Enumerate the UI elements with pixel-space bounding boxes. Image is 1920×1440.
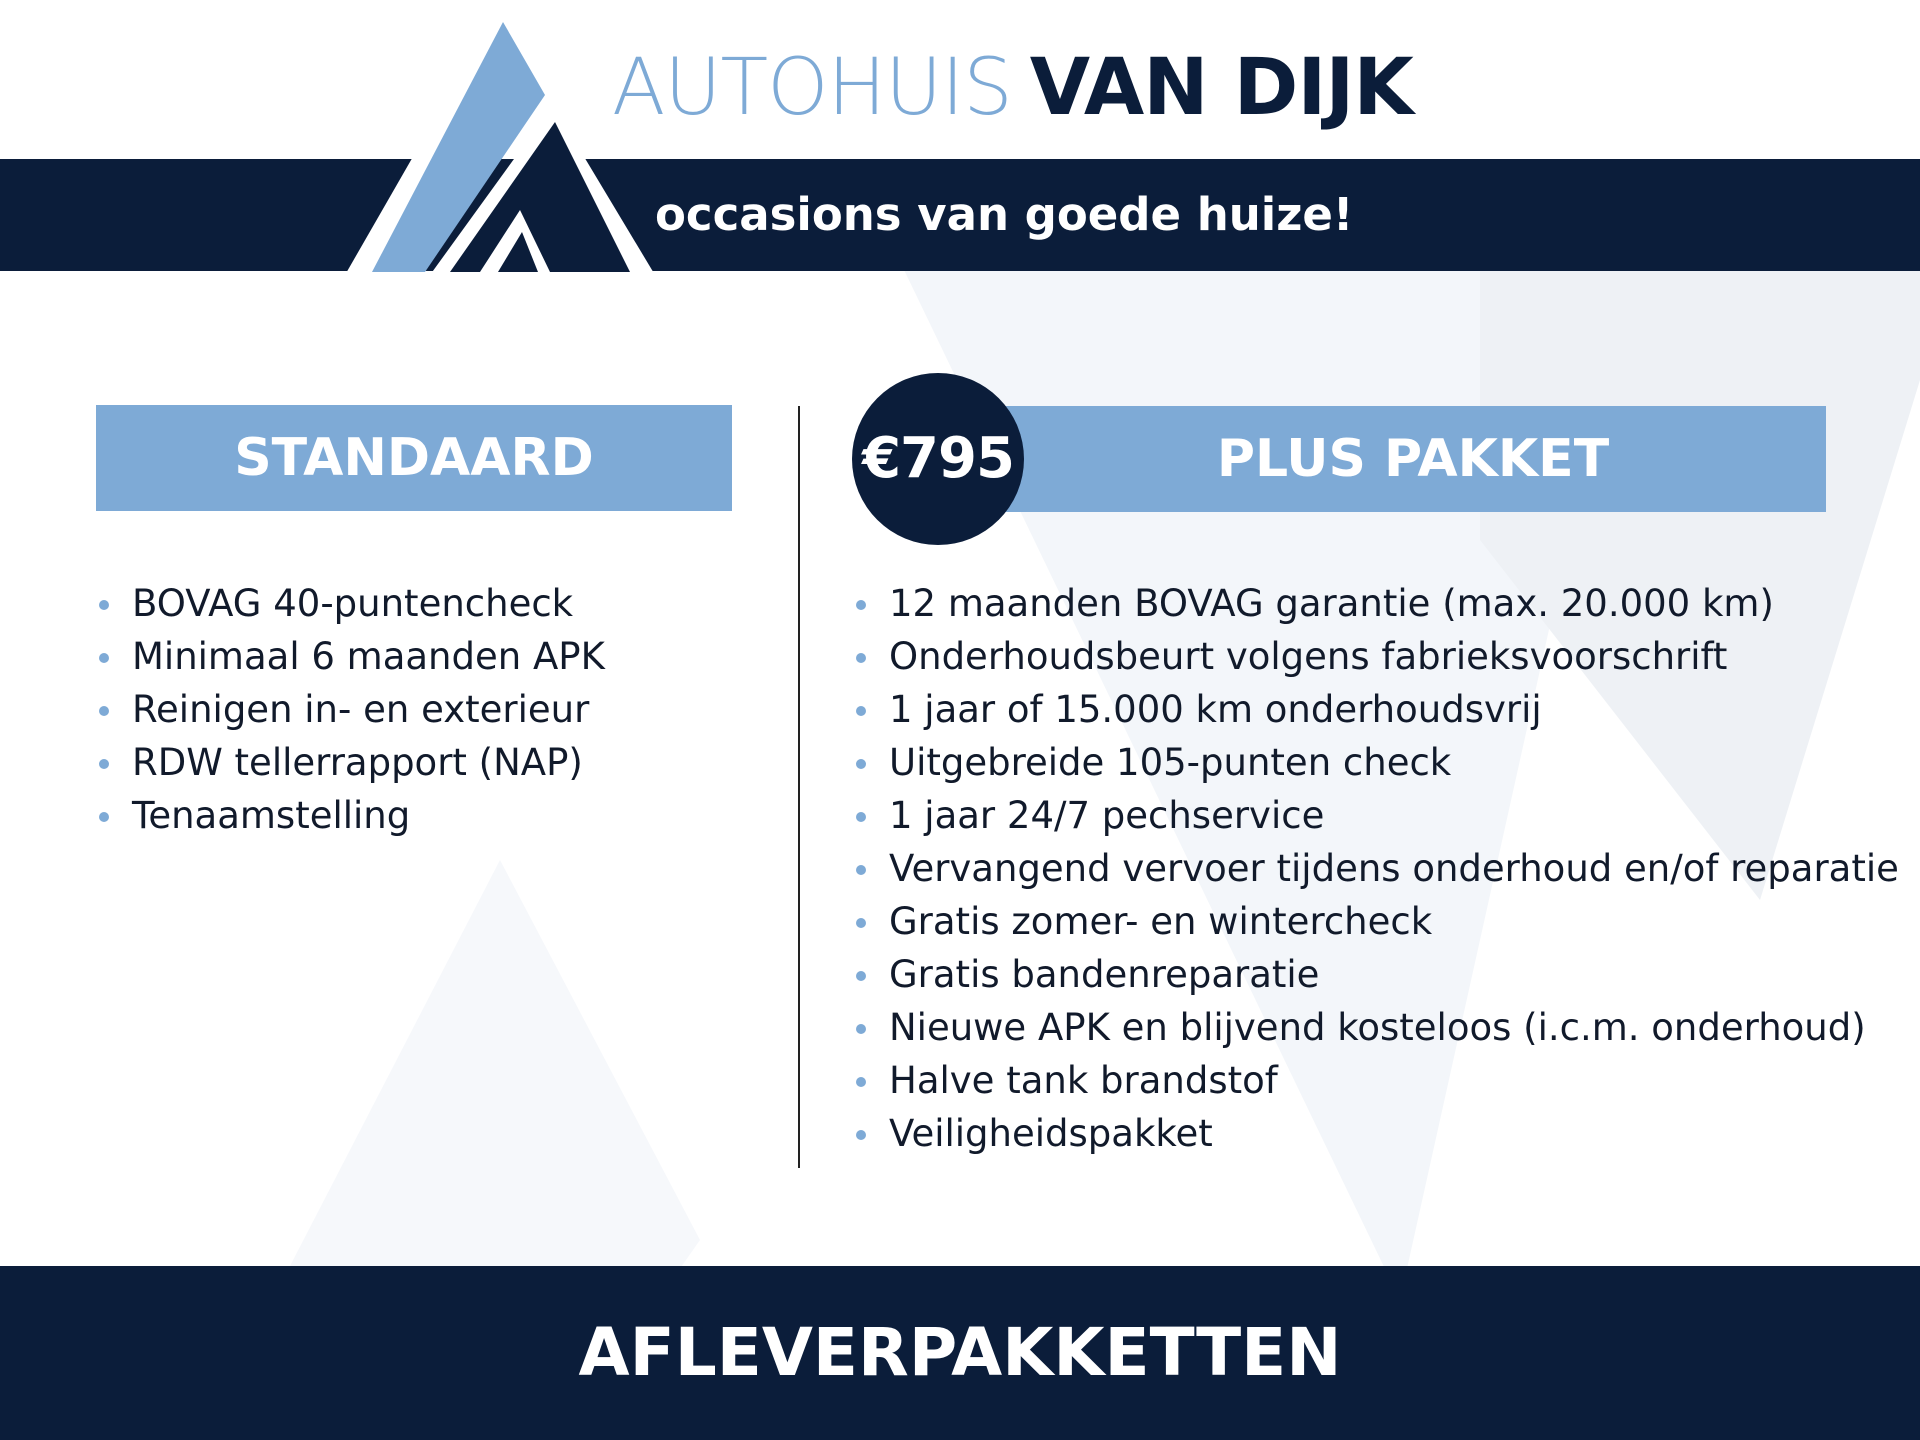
standard-feature-list xyxy=(96,577,605,842)
list-item: Gratis zomer- en wintercheck xyxy=(853,895,1899,948)
list-item: 1 jaar of 15.000 km onderhoudsvrij xyxy=(853,683,1899,736)
list-item: Halve tank brandstof xyxy=(853,1054,1899,1107)
price-badge: €795 xyxy=(852,373,1024,545)
footer-title: AFLEVERPAKKETTEN xyxy=(578,1314,1342,1391)
bullet-icon xyxy=(856,918,866,928)
list-item: Vervangend vervoer tijdens onderhoud en/of reparatie xyxy=(853,842,1899,895)
list-item: Tenaamstelling xyxy=(96,789,605,842)
bullet-icon xyxy=(856,865,866,875)
bullet-icon xyxy=(856,653,866,663)
brand-name-light: AUTOHUIS xyxy=(612,43,1012,133)
bullet-icon xyxy=(856,971,866,981)
tagline: occasions van goede huize! xyxy=(655,188,1354,241)
bullet-icon xyxy=(99,812,109,822)
list-item: Uitgebreide 105-punten check xyxy=(853,736,1899,789)
brand-name xyxy=(612,38,1413,138)
plus-feature-list xyxy=(853,577,1899,1160)
list-item: Minimaal 6 maanden APK xyxy=(96,630,605,683)
bullet-icon xyxy=(856,1024,866,1034)
list-item: Reinigen in- en exterieur xyxy=(96,683,605,736)
bullet-icon xyxy=(856,600,866,610)
bullet-icon xyxy=(856,706,866,716)
bullet-icon xyxy=(856,759,866,769)
bullet-icon xyxy=(856,1130,866,1140)
brand-name-bold: VAN DIJK xyxy=(1029,43,1413,133)
bullet-icon xyxy=(99,600,109,610)
plus-package-title: PLUS PAKKET xyxy=(1000,406,1826,512)
list-item: Onderhoudsbeurt volgens fabrieksvoorschrift xyxy=(853,630,1899,683)
list-item: Gratis bandenreparatie xyxy=(853,948,1899,1001)
bullet-icon xyxy=(856,812,866,822)
list-item: Veiligheidspakket xyxy=(853,1107,1899,1160)
list-item: 1 jaar 24/7 pechservice xyxy=(853,789,1899,842)
list-item: Nieuwe APK en blijvend kosteloos (i.c.m. onderhoud) xyxy=(853,1001,1899,1054)
bullet-icon xyxy=(99,706,109,716)
list-item: RDW tellerrapport (NAP) xyxy=(96,736,605,789)
bullet-icon xyxy=(856,1077,866,1087)
column-divider xyxy=(798,406,800,1168)
list-item: BOVAG 40-puntencheck xyxy=(96,577,605,630)
bullet-icon xyxy=(99,759,109,769)
bullet-icon xyxy=(99,653,109,663)
list-item: 12 maanden BOVAG garantie (max. 20.000 km) xyxy=(853,577,1899,630)
standard-package-title: STANDAARD xyxy=(96,405,732,511)
